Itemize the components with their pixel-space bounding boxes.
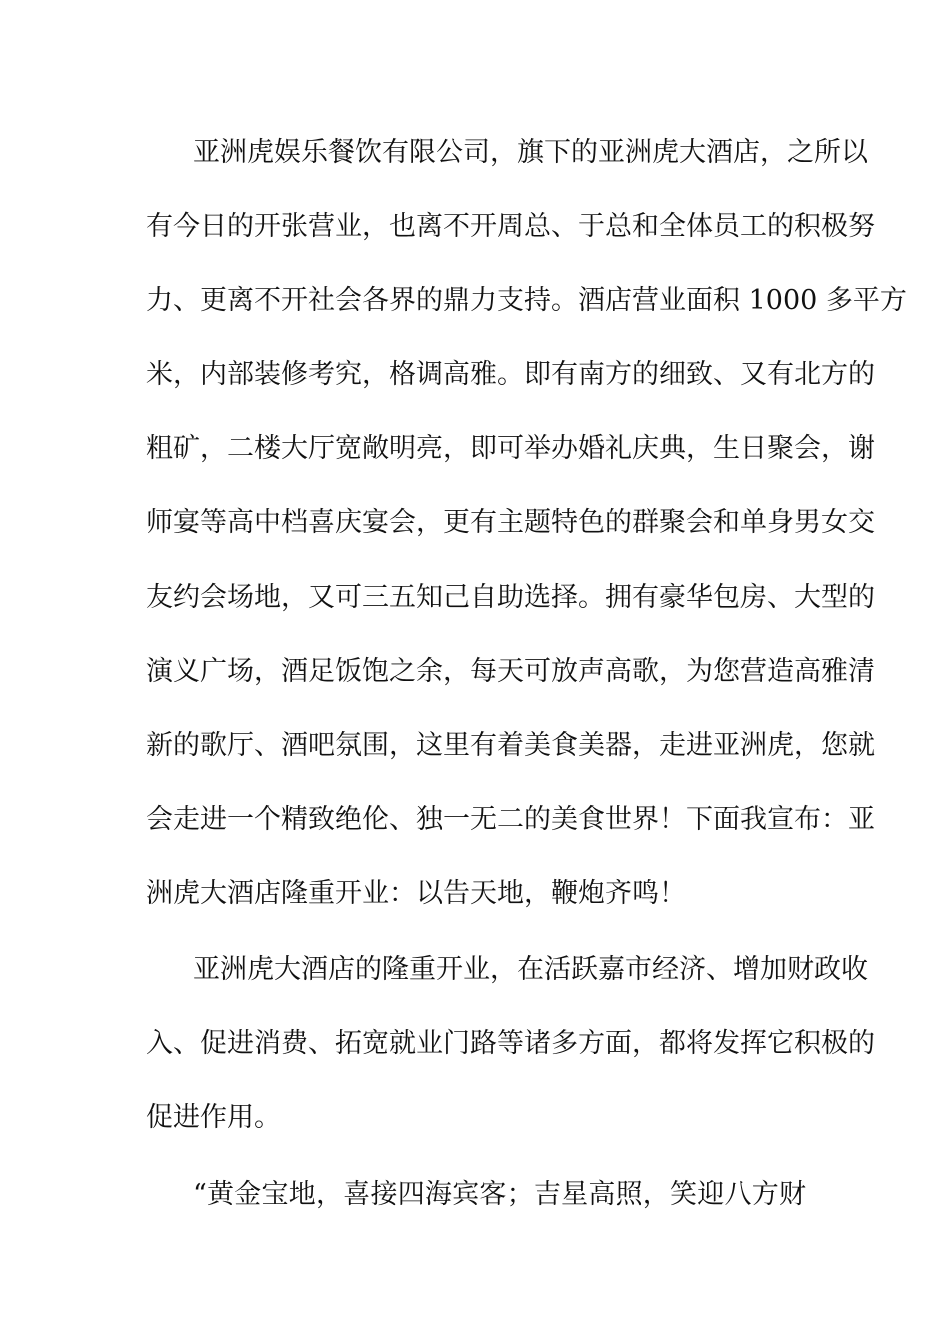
paragraph-2-line-1: 亚洲虎大酒店的隆重开业，在活跃嘉市经济、增加财政收 xyxy=(193,954,868,985)
paragraph-3-line-1: “黄金宝地，喜接四海宾客；吉星高照，笑迎八方财 xyxy=(193,1179,806,1210)
paragraph-2-line-2: 入、促进消费、拓宽就业门路等诸多方面，都将发挥它积极的 xyxy=(146,1028,875,1059)
paragraph-1-line-2: 有今日的开张营业，也离不开周总、于总和全体员工的积极努 xyxy=(146,211,875,242)
paragraph-1-line-8: 演义广场，酒足饭饱之余，每天可放声高歌，为您营造高雅清 xyxy=(146,656,875,687)
paragraph-1-line-10: 会走进一个精致绝伦、独一无二的美食世界！下面我宣布：亚 xyxy=(146,804,875,835)
paragraph-1-line-1: 亚洲虎娱乐餐饮有限公司，旗下的亚洲虎大酒店，之所以 xyxy=(193,137,868,168)
paragraph-1-line-11: 洲虎大酒店隆重开业：以告天地，鞭炮齐鸣！ xyxy=(146,878,686,909)
paragraph-1-line-5: 粗矿，二楼大厅宽敞明亮，即可举办婚礼庆典，生日聚会，谢 xyxy=(146,433,875,464)
paragraph-1-line-6: 师宴等高中档喜庆宴会，更有主题特色的群聚会和单身男女交 xyxy=(146,507,875,538)
paragraph-1-line-9: 新的歌厅、酒吧氛围，这里有着美食美器，走进亚洲虎，您就 xyxy=(146,730,875,761)
paragraph-2-line-3: 促进作用。 xyxy=(146,1102,281,1133)
paragraph-1-line-4: 米，内部装修考究，格调高雅。即有南方的细致、又有北方的 xyxy=(146,359,875,390)
paragraph-1-line-3: 力、更离不开社会各界的鼎力支持。酒店营业面积 1000 多平方 xyxy=(146,285,907,316)
paragraph-1-line-7: 友约会场地，又可三五知己自助选择。拥有豪华包房、大型的 xyxy=(146,582,875,613)
